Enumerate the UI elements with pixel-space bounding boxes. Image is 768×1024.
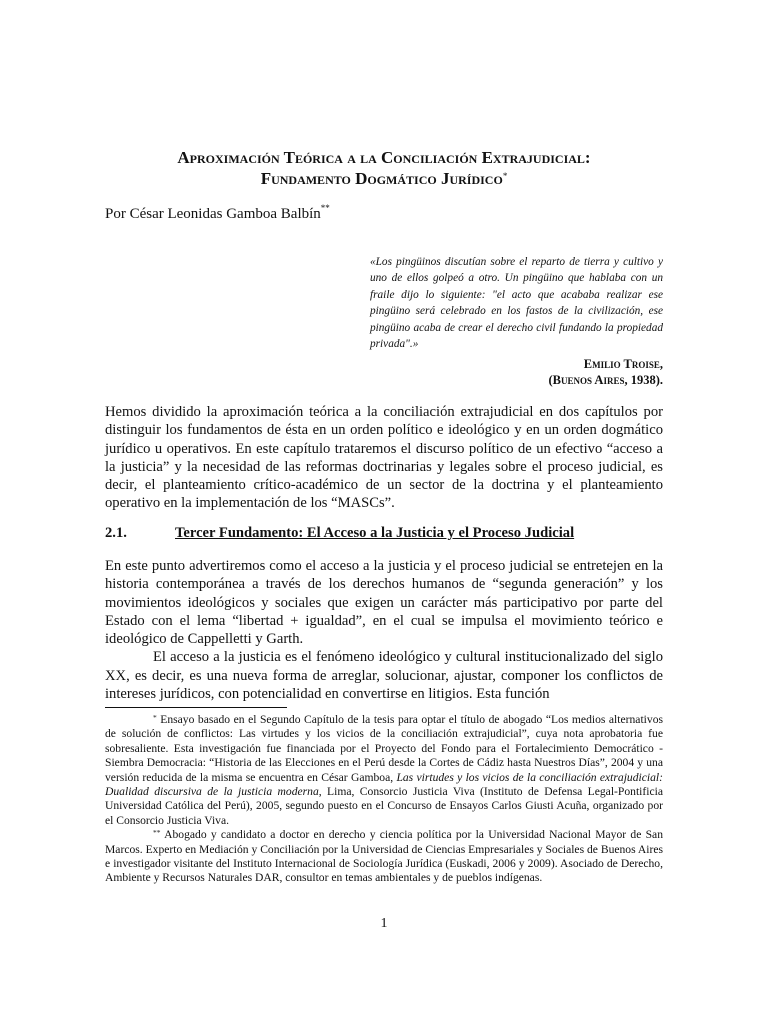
section-heading <box>105 525 574 542</box>
footnote-1 <box>105 713 663 828</box>
footnotes <box>105 713 663 886</box>
section-number: 2.1. <box>105 525 127 541</box>
epigraph-attribution <box>548 356 663 388</box>
title-footnote-mark[interactable]: * <box>502 171 508 181</box>
footnote-2-text: Abogado y candidato a doctor en derecho y ciencia política por la Universidad Nacional Mayor de San Marcos. Experto en Mediación y Conciliación por la Universidad de Ciencias Empresariales y Sociales de Buenos Aires e investigador visitante del Instituto Internacional de Sociología Jurídica (Euskadi, 2006 y 2009). Asociado de Derecho, Ambiente y Recursos Naturales DAR, consultor en temas ambientales y de pueblos indígenas. <box>105 828 663 885</box>
footnote-1-mark: * <box>153 713 157 722</box>
byline-footnote-mark[interactable]: ** <box>320 203 330 213</box>
footnote-2-mark: ** <box>153 828 161 838</box>
page-number: 1 <box>380 916 388 931</box>
paragraph-2: El acceso a la justicia es el fenómeno ideológico y cultural institucionalizado del siglo XX, es decir, es una nueva forma de arreglar, solucionar, ajustar, componer los conflictos de intereses jurídicos, con potencialidad en convertirse en litigios. Esta función <box>105 649 663 703</box>
intro-paragraph <box>105 403 663 513</box>
footnote-1-text-a: Ensayo basado en el Segundo Capítulo de la tesis para optar el título de abogado “Los medios alternativos de solución de conflictos: Las virtudes y los vicios de la conciliación extrajudicial”, cuya nota aprobatoria fue sobresaliente. Esta investigación fue financiada por el Proyecto del Fondo para el Fortalecimiento Democrático - Siembra Democracia: “Historia de las Elecciones en el Perú desde la Cortes de Cádiz hasta Nuestros Días”, 2004 y una versión reducida de la misma se encuentra en César Gamboa, <box>105 713 663 784</box>
intro-text: Hemos dividido la aproximación teórica a la conciliación extrajudicial en dos capítulos por distinguir los fundamentos de ésta en un orden político e ideológico y en un orden dogmático jurídico u operativos. En este capítulo trataremos el discurso político de un efectivo “acceso a la justicia” y la necesidad de las reformas doctrinarias y legales sobre el proceso judicial, es decir, el planteamiento crítico-académico de un sector de la doctrina y el planteamiento operativo en la implementación de los “MASCs”. <box>105 404 663 512</box>
author-byline <box>105 203 330 223</box>
byline-text: Por César Leonidas Gamboa Balbín <box>105 206 321 222</box>
footnote-1-italic-title: Las virtudes y los vicios de la conciliación extrajudicial: Dualidad discursiva de la justicia moderna <box>105 770 663 799</box>
footnote-1-text-b: , Lima, Consorcio Justicia Viva (Instituto de Defensa Legal-Pontificia Universidad Católica del Perú), 2005, segundo puesto en el Concurso de Ensayos Carlos Giusti Acuña, organizado por el Consorcio Justicia Viva. <box>105 785 663 827</box>
epigraph-author: Emilio Troise, <box>583 357 663 371</box>
footnote-2 <box>105 828 663 886</box>
title-line-2 <box>105 168 663 189</box>
title-line-2-text: Fundamento Dogmático Jurídico <box>260 169 503 188</box>
paragraph-1: En este punto advertiremos como el acceso a la justicia y el proceso judicial se entretejen en la historia contemporánea a través de los derechos humanos de “segunda generación” y los movimientos ideológicos y sociales que exigen un carácter más participativo por parte del Estado con el lema “libertad + igualdad”, en el cual se impulsa el movimiento teórico e ideológico de Cappelletti y Garth. <box>105 558 663 648</box>
section-body <box>105 557 663 703</box>
epigraph-source: (Buenos Aires, 1938). <box>548 373 663 387</box>
document-title <box>105 147 663 189</box>
section-title: Tercer Fundamento: El Acceso a la Justicia y el Proceso Judicial <box>175 525 575 541</box>
footnote-separator <box>105 707 287 708</box>
title-line-1: Aproximación Teórica a la Conciliación Extrajudicial: <box>177 148 591 167</box>
epigraph-quote: «Los pingüinos discutían sobre el reparto de tierra y cultivo y uno de ellos golpeó a otro. Un pingüino que hablaba con un fraile dijo lo siguiente: "el acto que acababa realizar ese pingüino será celebrado en los fastos de la civilización, ese pingüino acaba de crear el derecho civil fundando la propiedad privada".» <box>370 256 663 351</box>
